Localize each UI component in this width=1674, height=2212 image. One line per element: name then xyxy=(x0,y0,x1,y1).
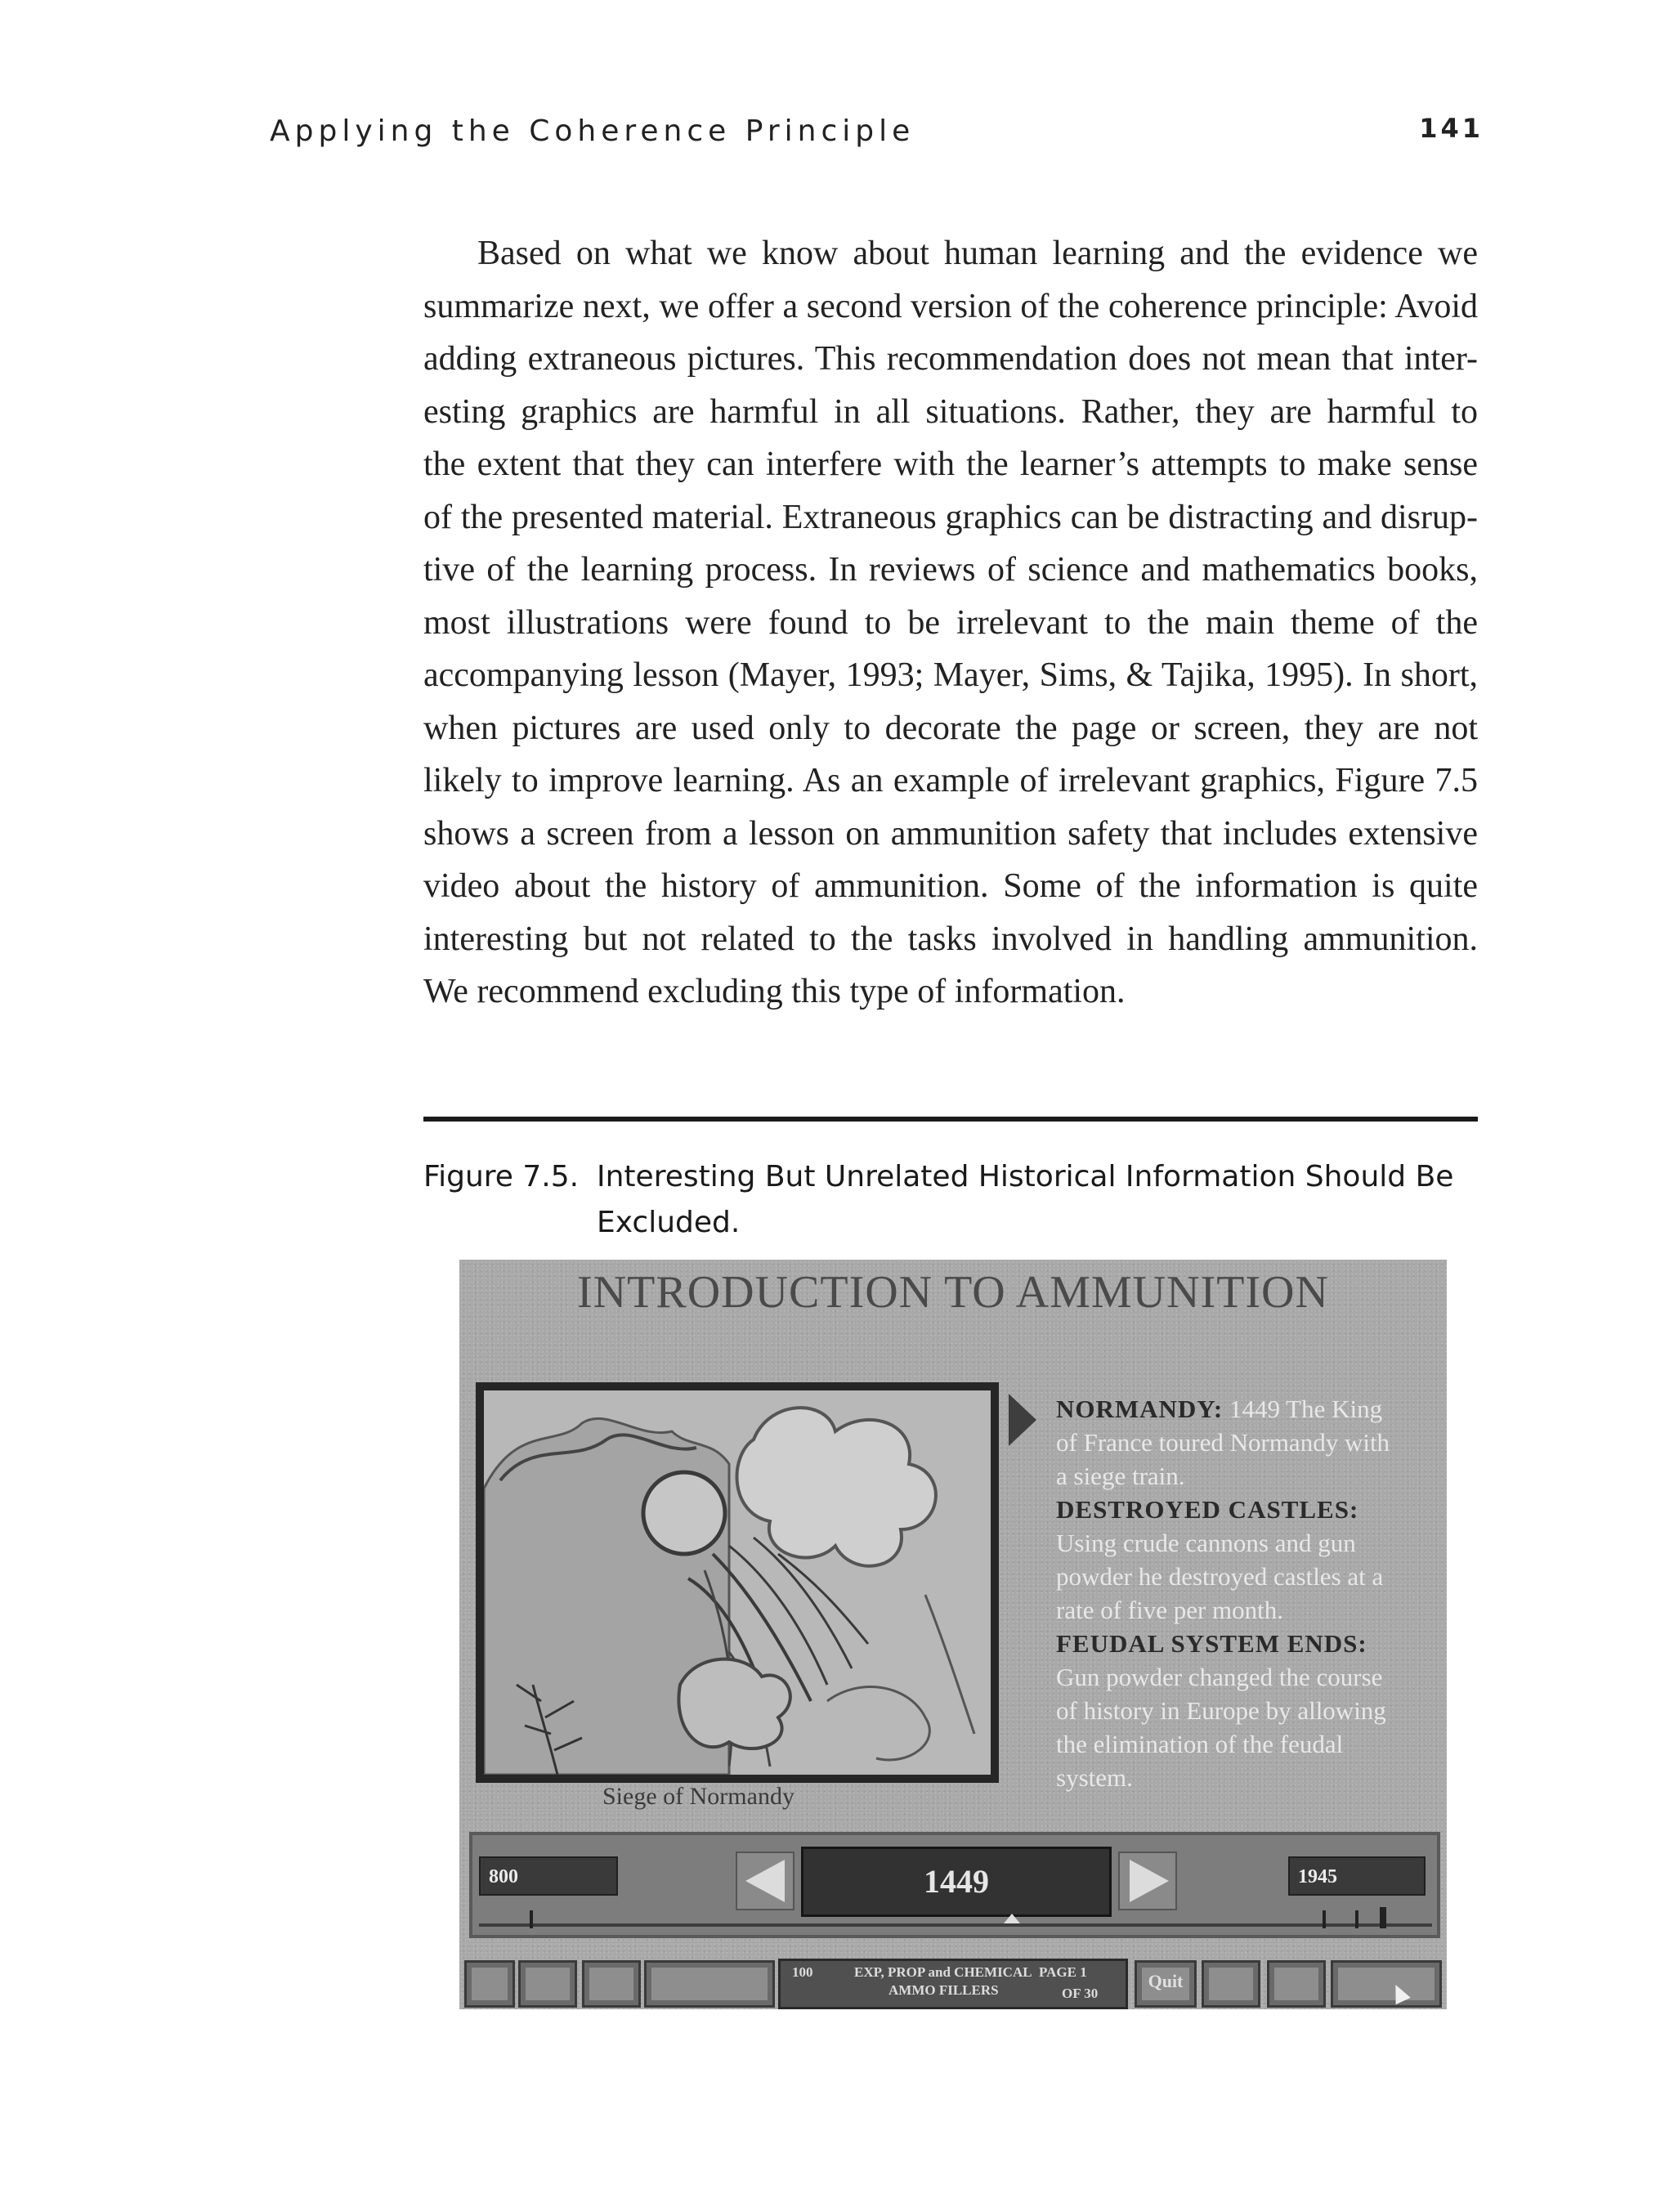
siege-illustration xyxy=(484,1390,991,1775)
info-heading: NORMANDY: xyxy=(1056,1395,1224,1423)
timeline-tick xyxy=(1380,1907,1386,1928)
figure-label: Figure 7.5. xyxy=(423,1160,580,1193)
screen-title: INTRODUCTION TO AMMUNITION xyxy=(577,1267,1329,1318)
bottom-toolbar xyxy=(459,1959,1447,2009)
info-text: powder he destroyed castles at a xyxy=(1056,1562,1384,1591)
info-panel xyxy=(1056,1392,1444,1794)
timeline-tick xyxy=(530,1910,533,1928)
info-heading: DESTROYED CASTLES: xyxy=(1056,1495,1359,1524)
arrow-left-icon xyxy=(745,1860,785,1902)
figure-caption-text xyxy=(597,1154,1479,1246)
arrow-right-icon xyxy=(1130,1860,1169,1902)
timeline-slider-track[interactable] xyxy=(479,1923,1432,1927)
body-line: esting graphics are harmful in all situations. Rather, they are harmful to xyxy=(423,392,1478,431)
body-line: of the presented material. Extraneous graphics can be distracting and disrup- xyxy=(423,498,1478,536)
timeline-end-year: 1945 xyxy=(1288,1856,1426,1896)
back-button[interactable] xyxy=(464,1960,515,2008)
topic-title: EXP, PROP and CHEMICAL xyxy=(854,1964,1032,1980)
timeline-tick xyxy=(1355,1910,1358,1928)
body-line: Based on what we know about human learning and the evidence we xyxy=(477,235,1478,272)
next-year-button[interactable] xyxy=(1118,1852,1177,1910)
timeline-bar xyxy=(469,1832,1440,1938)
info-text: system. xyxy=(1056,1763,1133,1792)
timeline-slider-thumb[interactable] xyxy=(1004,1914,1020,1923)
toolbar-button[interactable] xyxy=(1202,1960,1260,2008)
toolbar-button[interactable] xyxy=(518,1960,577,2008)
info-text: Using crude cannons and gun xyxy=(1056,1529,1356,1557)
body-line: We recommend excluding this type of information. xyxy=(423,973,1126,1010)
toolbar-button[interactable] xyxy=(1267,1960,1326,2008)
running-head: Applying the Coherence Principle xyxy=(270,114,915,148)
info-heading: FEUDAL SYSTEM ENDS: xyxy=(1056,1629,1367,1658)
topic-indicator xyxy=(778,1959,1128,2009)
figure-caption-line: Excluded. xyxy=(597,1206,741,1239)
current-year-display: 1449 xyxy=(801,1847,1112,1917)
info-text: of France toured Normandy with xyxy=(1056,1428,1390,1457)
quit-button[interactable] xyxy=(1135,1960,1197,2008)
play-arrow-icon[interactable] xyxy=(1009,1394,1036,1446)
body-line: adding extraneous pictures. This recommendation does not mean that inter- xyxy=(423,340,1478,378)
video-frame xyxy=(476,1382,999,1783)
previous-year-button[interactable] xyxy=(736,1852,794,1910)
topic-number: 100 xyxy=(792,1964,813,1980)
video-illustration xyxy=(484,1390,991,1775)
body-line: when pictures are used only to decorate the page or screen, they are not xyxy=(423,709,1478,747)
info-text: of history in Europe by allowing xyxy=(1056,1696,1386,1725)
body-line: accompanying lesson (Mayer, 1993; Mayer, Sims, & Tajika, 1995). In short, xyxy=(423,656,1478,694)
body-line: summarize next, we offer a second version of the coherence principle: Avoid xyxy=(423,287,1478,325)
info-text: rate of five per month. xyxy=(1056,1596,1284,1624)
toolbar-button[interactable] xyxy=(582,1960,641,2008)
body-line: tive of the learning process. In reviews of science and mathematics books, xyxy=(423,551,1478,589)
body-line: shows a screen from a lesson on ammunition safety that includes extensive xyxy=(423,814,1478,853)
toolbar-button[interactable] xyxy=(644,1960,775,2008)
body-paragraph xyxy=(423,227,1478,1019)
info-text: 1449 The King xyxy=(1229,1395,1383,1423)
video-caption: Siege of Normandy xyxy=(602,1783,794,1810)
info-text: the elimination of the feudal xyxy=(1056,1730,1344,1758)
body-line: most illustrations were found to be irrelevant to the main theme of the xyxy=(423,603,1478,642)
body-line: likely to improve learning. As an example of irrelevant graphics, Figure 7.5 xyxy=(423,762,1478,799)
timeline-start-year: 800 xyxy=(479,1856,618,1896)
page-number: 141 xyxy=(1419,113,1484,144)
page-indicator: OF 30 xyxy=(1062,1986,1099,2001)
page-indicator: PAGE 1 xyxy=(1039,1964,1087,1980)
quit-label: Quit xyxy=(1148,1971,1184,1991)
info-text: Gun powder changed the course xyxy=(1056,1663,1383,1691)
body-line: the extent that they can interfere with the learner’s attempts to make sense xyxy=(423,446,1478,483)
figure-caption-line: Interesting But Unrelated Historical Information Should Be xyxy=(597,1160,1454,1193)
timeline-tick xyxy=(1323,1910,1326,1928)
figure-screenshot xyxy=(459,1260,1447,2009)
topic-title: AMMO FILLERS xyxy=(888,1982,999,1998)
body-line: video about the history of ammunition. Some of the information is quite xyxy=(423,867,1478,905)
figure-rule xyxy=(423,1117,1478,1122)
next-button[interactable] xyxy=(1331,1960,1442,2008)
info-text: a siege train. xyxy=(1056,1462,1185,1490)
body-line: interesting but not related to the tasks involved in handling ammunition. xyxy=(423,920,1478,958)
